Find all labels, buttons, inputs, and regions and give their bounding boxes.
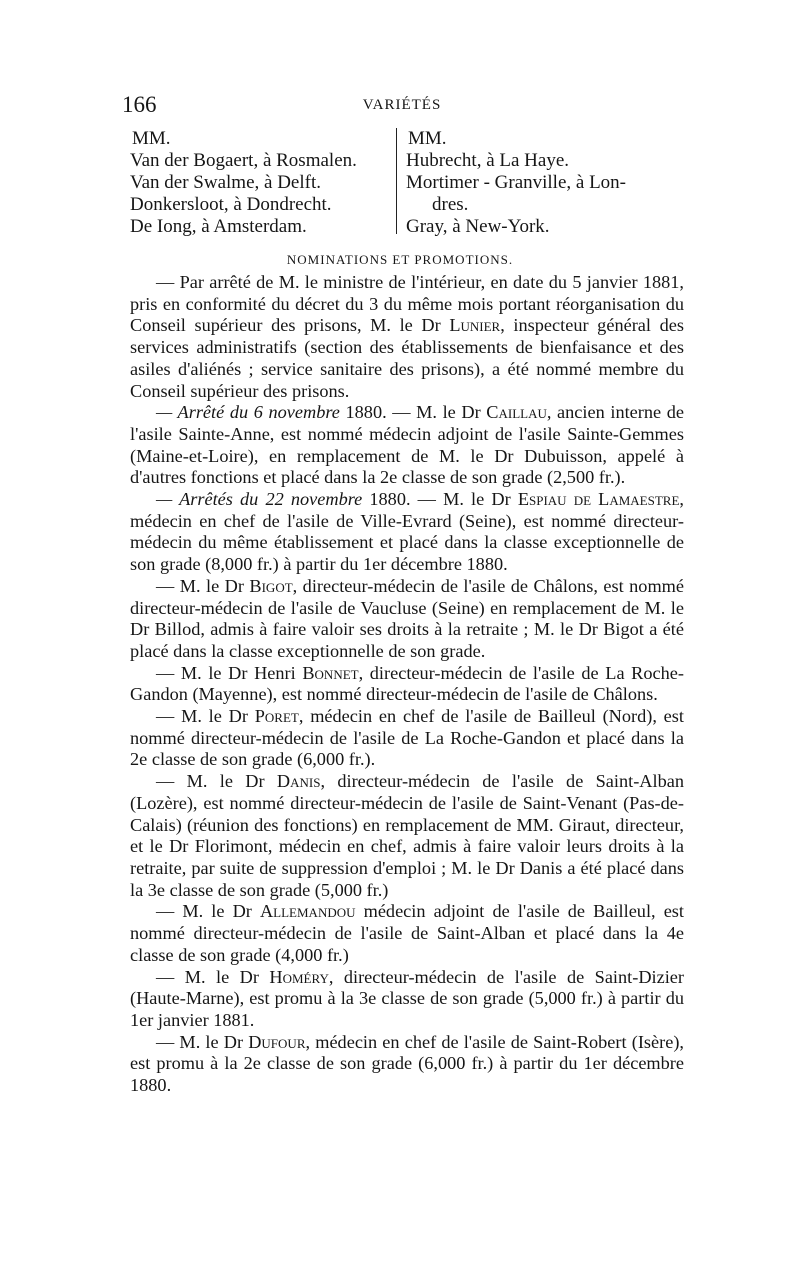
person-name: Danis (276, 771, 321, 792)
running-title: VARIÉTÉS (362, 97, 442, 113)
person-name: Dufour (248, 1031, 306, 1052)
paragraph-danis: — M. le Dr Danis, directeur-médecin de l'asile de Saint-Alban (Lozère), est nommé directeur-médecin de l'asile de Saint-Venant (Pas-de-Calais) (réunion des fonctions) en remplacement de MM. Giraut, directeur, et le Dr Florimont, médecin en chef, admis à faire valoir leurs droits à la retraite, par suite de suppression d'emploi ; M. le Dr Danis a été placé dans la 3e classe de son grade (5,000 fr.) (130, 771, 684, 900)
paragraph-homery: — M. le Dr Homéry, directeur-médecin de l'asile de Saint-Dizier (Haute-Marne), est promu à la 3e classe de son grade (5,000 fr.) à partir du 1er janvier 1881. (130, 966, 684, 1030)
paragraph-allemandou: — M. le Dr Allemandou médecin adjoint de l'asile de Bailleul, est nommé directeur-médecin de l'asile de Saint-Alban et placé dans la 4e classe de son grade (4,000 fr.) (130, 901, 684, 965)
member-entry: Mortimer - Granville, à Lon- (406, 172, 627, 193)
article-body (130, 272, 684, 1097)
decree-date: — Arrêté du 6 novembre (156, 402, 340, 423)
paragraph-bigot: — M. le Dr Bigot, directeur-médecin de l'asile de Châlons, est nommé directeur-médecin de l'asile de Vaucluse (Seine) en remplacement de M. le Dr Billod, admis à faire valoir ses droits à la retraite ; M. le Dr Bigot a été placé dans la classe exceptionnelle de son grade. (130, 575, 685, 661)
member-entry: De Iong, à Amsterdam. (130, 216, 307, 237)
paragraph-lunier: — Par arrêté de M. le ministre de l'intérieur, en date du 5 janvier 1881, pris en conformité du décret du 3 du même mois portant réorganisation du Conseil supérieur des prisons, M. le Dr Lunier, inspecteur général des services administratifs (section des établissements de bienfaisance et des asiles d'aliénés ; service sanitaire des prisons), a été nommé membre du Conseil supérieur des prisons. (130, 272, 684, 401)
member-entry: Van der Swalme, à Delft. (130, 172, 321, 193)
column-divider (396, 128, 397, 234)
paragraph-espiau: — Arrêtés du 22 novembre 1880. — M. le Dr Espiau de Lamaestre, médecin en chef de l'asile de Ville-Evrard (Seine), est nommé directeur-médecin du même établissement et placé dans la classe exceptionnelle de son grade (8,000 fr.) à partir du 1er décembre 1880. (130, 489, 684, 575)
decree-date: — Arrêtés du 22 novembre (156, 489, 363, 510)
person-name: Bonnet (302, 662, 359, 683)
members-column-right (406, 128, 676, 238)
members-heading: MM. (132, 128, 171, 149)
person-name: Caillau (486, 402, 547, 423)
member-entry: Hubrecht, à La Haye. (406, 150, 570, 171)
members-list (130, 128, 690, 238)
member-entry-continuation: dres. (432, 194, 469, 215)
person-name: Homéry (269, 966, 329, 987)
paragraph-poret: — M. le Dr Poret, médecin en chef de l'asile de Bailleul (Nord), est nommé directeur-médecin de l'asile de La Roche-Gandon et placé dans la 2e classe de son grade (6,000 fr.). (130, 706, 684, 770)
person-name: Poret (254, 706, 299, 727)
members-column-left (130, 128, 392, 238)
person-name: Allemandou (259, 901, 356, 922)
page-header (122, 92, 682, 122)
paragraph-caillau: — Arrêté du 6 novembre 1880. — M. le Dr Caillau, ancien interne de l'asile Sainte-Anne, est nommé médecin adjoint de l'asile Sainte-Gemmes (Maine-et-Loire), en remplacement de M. le Dr Dubuisson, appelé à d'autres fonctions et placé dans la 2e classe de son grade (2,500 fr.). (130, 402, 684, 488)
section-title: NOMINATIONS ET PROMOTIONS. (286, 252, 514, 267)
page-number: 166 (122, 92, 157, 117)
paragraph-dufour: — M. le Dr Dufour, médecin en chef de l'asile de Saint-Robert (Isère), est promu à la 2e classe de son grade (6,000 fr.) à partir du 1er décembre 1880. (130, 1031, 685, 1096)
member-entry: Van der Bogaert, à Rosmalen. (130, 150, 357, 171)
person-name: Lunier (449, 315, 501, 336)
person-name: Espiau de Lamaestre (517, 489, 680, 510)
person-name: Bigot (249, 575, 293, 596)
member-entry: Gray, à New-York. (406, 216, 550, 237)
members-heading: MM. (408, 128, 447, 149)
member-entry: Donkersloot, à Dondrecht. (130, 194, 332, 215)
paragraph-bonnet: — M. le Dr Henri Bonnet, directeur-médecin de l'asile de La Roche-Gandon (Mayenne), est nommé directeur-médecin de l'asile de Châlons. (130, 662, 684, 705)
